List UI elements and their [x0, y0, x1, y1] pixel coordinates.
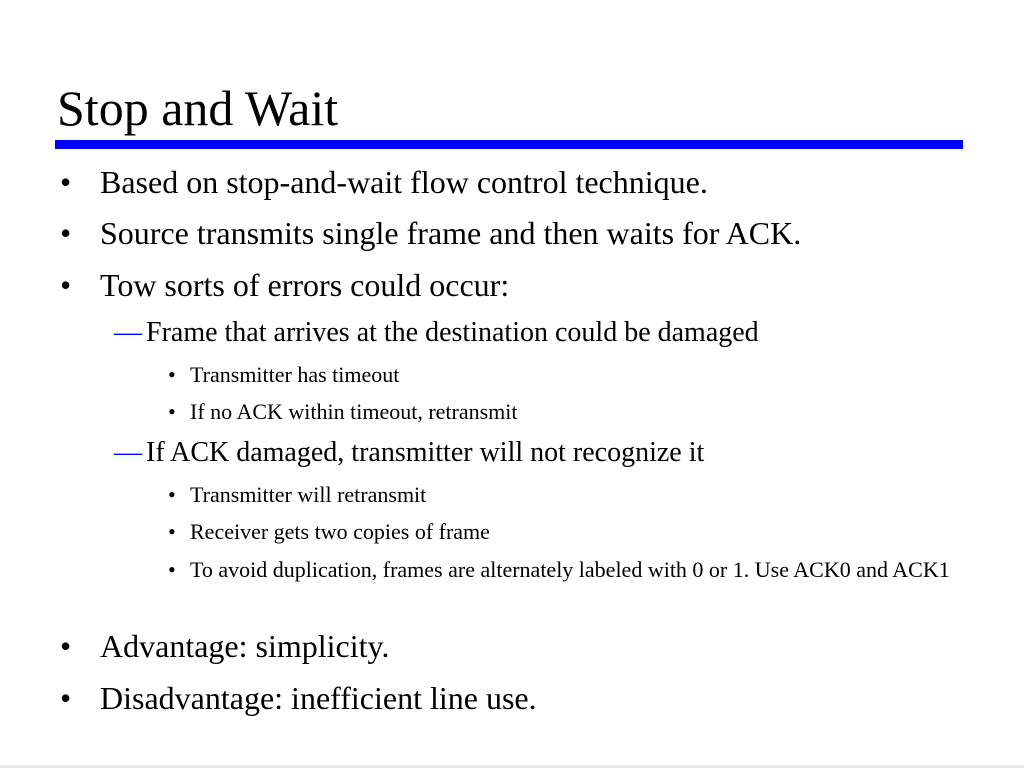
- bullet-icon: •: [60, 215, 72, 251]
- sub-sub-bullet-text: If no ACK within timeout, retransmit: [190, 399, 518, 424]
- bullet-item: [60, 163, 708, 201]
- slide-title: Stop and Wait: [57, 80, 339, 136]
- sub-sub-bullet-text: To avoid duplication, frames are alternately labeled with 0 or 1. Use ACK0 and ACK1: [190, 557, 950, 582]
- bullet-item: [60, 266, 510, 304]
- bullet-text: Disadvantage: inefficient line use.: [100, 680, 537, 716]
- sub-sub-bullet-text: Transmitter will retransmit: [190, 482, 427, 507]
- bullet-icon: •: [168, 519, 176, 544]
- bullet-item: [60, 214, 802, 252]
- bullet-text: Advantage: simplicity.: [100, 628, 390, 664]
- bullet-text: Source transmits single frame and then waits for ACK.: [100, 215, 802, 251]
- sub-sub-bullet-item: [168, 518, 490, 546]
- sub-bullet-item: [114, 316, 759, 350]
- bullet-icon: •: [60, 267, 72, 303]
- bullet-item: [60, 627, 390, 665]
- sub-sub-bullet-text: Transmitter has timeout: [190, 362, 400, 387]
- bullet-icon: •: [168, 557, 176, 582]
- sub-bullet-text: If ACK damaged, transmitter will not recognize it: [146, 437, 705, 468]
- dash-icon: —: [114, 317, 142, 348]
- bullet-icon: •: [60, 164, 72, 200]
- bullet-icon: •: [60, 628, 72, 664]
- bullet-icon: •: [168, 482, 176, 507]
- dash-icon: —: [114, 437, 142, 468]
- sub-sub-bullet-text: Receiver gets two copies of frame: [190, 519, 490, 544]
- bullet-icon: •: [168, 399, 176, 424]
- sub-bullet-text: Frame that arrives at the destination could be damaged: [146, 317, 759, 348]
- bullet-icon: •: [168, 362, 176, 387]
- sub-bullet-item: [114, 436, 705, 470]
- bullet-text: Based on stop-and-wait flow control technique.: [100, 164, 708, 200]
- sub-sub-bullet-item: [168, 398, 518, 426]
- bullet-icon: •: [60, 680, 72, 716]
- sub-sub-bullet-item: [168, 481, 427, 509]
- sub-sub-bullet-item: [168, 556, 980, 584]
- bullet-item: [60, 679, 537, 717]
- bullet-text: Tow sorts of errors could occur:: [100, 267, 510, 303]
- sub-sub-bullet-item: [168, 361, 400, 389]
